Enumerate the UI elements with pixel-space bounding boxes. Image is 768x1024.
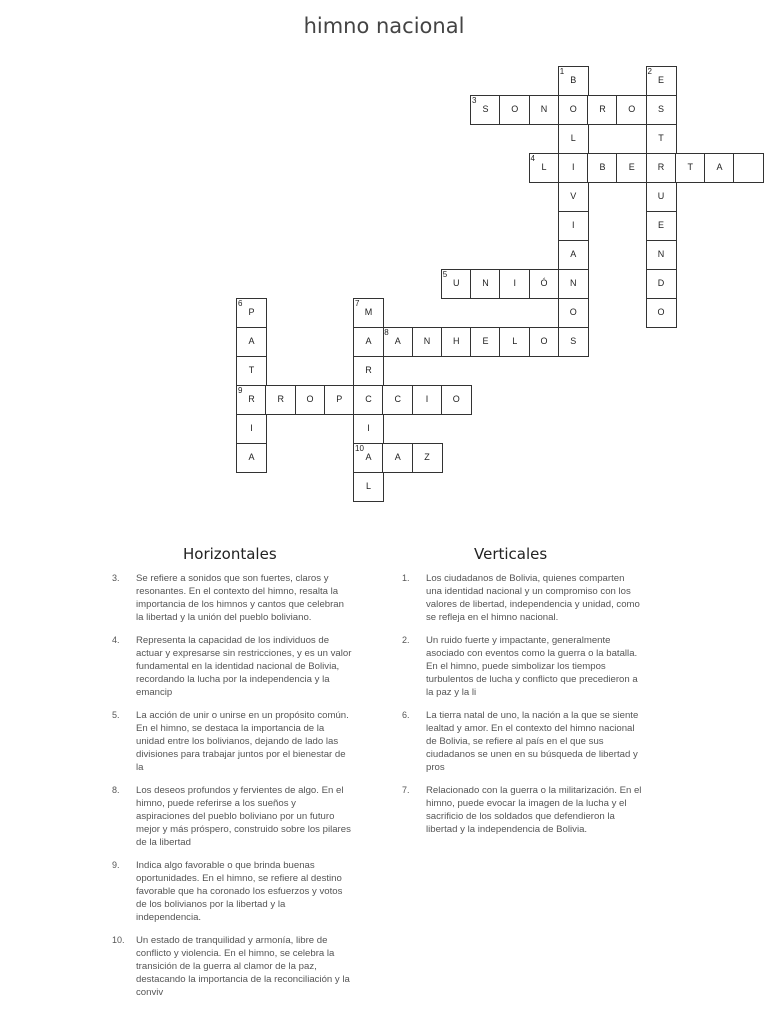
cell-letter: P <box>336 394 343 404</box>
crossword-cell[interactable] <box>441 327 472 357</box>
cell-letter: U <box>453 278 460 288</box>
cell-letter: M <box>364 307 373 317</box>
crossword-cell[interactable] <box>382 443 413 473</box>
clue-text: Un ruido fuerte y impactante, generalmente asociado con eventos como la guerra o la batalla. En el himno, puede simbolizar los tiempos turbulentos de lucha y conflicto que precedieron a la paz y la li <box>426 635 638 698</box>
cell-letter: R <box>277 394 284 404</box>
crossword-cell[interactable] <box>236 385 267 415</box>
crossword-cell[interactable] <box>558 66 589 96</box>
crossword-cell[interactable] <box>353 385 384 415</box>
cell-letter: E <box>482 336 489 346</box>
clue-number: 5 <box>442 270 448 279</box>
cell-letter: A <box>394 452 401 462</box>
crossword-cell[interactable] <box>499 327 530 357</box>
crossword-cell[interactable] <box>558 95 589 125</box>
clue-number: 9 <box>238 386 243 395</box>
crossword-cell[interactable] <box>412 385 443 415</box>
cell-letter: L <box>365 481 371 491</box>
crossword-cell[interactable] <box>441 269 472 299</box>
clue-item <box>112 709 352 774</box>
clue-item <box>112 859 352 924</box>
crossword-cell[interactable] <box>353 327 384 357</box>
crossword-cell[interactable] <box>558 182 589 212</box>
crossword-cell[interactable] <box>382 327 413 357</box>
crossword-cell[interactable] <box>646 95 677 125</box>
clue-number: 6 <box>238 299 243 308</box>
cell-letter: T <box>658 133 664 143</box>
cell-letter: V <box>570 191 577 201</box>
clue-number: 9. <box>112 860 120 870</box>
crossword-cell[interactable] <box>265 385 296 415</box>
clue-item <box>402 784 642 836</box>
crossword-cell[interactable] <box>558 124 589 154</box>
crossword-cell[interactable] <box>558 153 589 183</box>
cell-letter: N <box>657 249 665 259</box>
crossword-cell[interactable] <box>529 327 560 357</box>
page-title: himno nacional <box>303 14 465 38</box>
cell-letter: E <box>628 162 635 172</box>
crossword-cell[interactable] <box>382 385 413 415</box>
crossword-cell[interactable] <box>236 298 267 328</box>
crossword-cell[interactable] <box>324 385 355 415</box>
clue-item <box>112 784 352 849</box>
clue-item <box>402 572 642 624</box>
cell-letter: O <box>569 307 577 317</box>
crossword-cell[interactable] <box>646 124 677 154</box>
clue-number: 6. <box>402 710 410 720</box>
cell-letter: A <box>365 336 372 346</box>
clue-item <box>112 634 352 699</box>
cell-letter: L <box>512 336 518 346</box>
cell-letter: H <box>453 336 460 346</box>
cell-letter: N <box>482 278 489 288</box>
crossword-cell[interactable] <box>441 385 472 415</box>
cell-letter: O <box>452 394 460 404</box>
cell-letter: I <box>571 220 575 230</box>
cell-letter: C <box>394 394 401 404</box>
crossword-cell[interactable] <box>616 95 647 125</box>
crossword-cell[interactable] <box>558 211 589 241</box>
cell-letter: A <box>716 162 723 172</box>
crossword-cell[interactable] <box>646 298 677 328</box>
crossword-cell[interactable] <box>412 327 443 357</box>
cell-letter: E <box>657 220 664 230</box>
clue-text: La tierra natal de uno, la nación a la que se siente lealtad y amor. En el contexto del himno nacional de Bolivia, se refiere al país en el que sus ciudadanos se unen en su búsqueda de libertad y pros <box>426 710 639 773</box>
cell-letter: I <box>571 162 575 172</box>
cell-letter: P <box>248 307 255 317</box>
clue-number: 5. <box>112 710 120 720</box>
cell-letter: A <box>365 452 372 462</box>
crossword-cell[interactable] <box>646 269 677 299</box>
clue-text: Indica algo favorable o que brinda buenas oportunidades. En el himno, se refiere al destino favorable que ha coronado los esfuerzos y votos de los bolivianos por la libertad y la independencia. <box>136 860 343 923</box>
cell-letter: R <box>657 162 665 172</box>
crossword-cell[interactable] <box>236 327 267 357</box>
clue-number: 2 <box>647 67 652 76</box>
down-clue-list <box>402 572 642 846</box>
clue-text: Relacionado con la guerra o la militarización. En el himno, puede evocar la imagen de la lucha y el sacrificio de los soldados que defendieron la libertad y la independencia de Bolivia. <box>426 785 642 835</box>
cell-letter: S <box>482 104 489 114</box>
crossword-cell[interactable] <box>295 385 326 415</box>
cell-letter: O <box>540 336 548 346</box>
crossword-cell[interactable] <box>646 182 677 212</box>
cell-letter: A <box>394 336 401 346</box>
clue-number: 7 <box>355 299 360 308</box>
clue-number: 10 <box>355 444 364 453</box>
clue-item <box>402 634 642 699</box>
crossword-cell[interactable] <box>353 298 384 328</box>
crossword-cell[interactable] <box>529 95 560 125</box>
cell-letter: I <box>367 423 370 433</box>
crossword-cell[interactable] <box>646 66 677 96</box>
crossword-cell[interactable] <box>236 356 267 386</box>
clue-number: 8. <box>112 785 120 795</box>
across-clue-list <box>112 572 352 1009</box>
crossword-cell[interactable] <box>412 443 443 473</box>
cell-letter: T <box>687 162 693 172</box>
cell-letter: R <box>365 365 372 375</box>
crossword-cell[interactable] <box>499 95 530 125</box>
cell-letter: S <box>570 336 577 346</box>
clue-number: 2. <box>402 635 410 645</box>
cell-letter: D <box>657 278 665 288</box>
crossword-cell[interactable] <box>499 269 530 299</box>
crossword-cell[interactable] <box>558 269 589 299</box>
cell-letter: Z <box>424 452 430 462</box>
crossword-cell[interactable] <box>353 443 384 473</box>
clue-number: 4. <box>112 635 120 645</box>
clue-text: Un estado de tranquilidad y armonía, libre de conflicto y violencia. En el himno, se celebra la transición de la guerra al clamor de la paz, destacando la importancia de la reconciliación y la conviv <box>136 935 350 998</box>
cell-letter: A <box>248 452 255 462</box>
clue-number: 3. <box>112 573 120 583</box>
crossword-cell[interactable] <box>558 298 589 328</box>
cell-letter: A <box>248 336 255 346</box>
clue-text: Representa la capacidad de los individuos de actuar y expresarse sin restricciones, y es un valor fundamental en la identidad nacional de Bolivia, recordando la lucha por la independencia y la emancip <box>136 635 352 698</box>
crossword-cell[interactable] <box>646 153 677 183</box>
cell-letter: N <box>423 336 431 346</box>
down-heading: Verticales <box>474 545 548 563</box>
across-heading: Horizontales <box>183 545 277 563</box>
clue-number: 4 <box>530 154 535 163</box>
clue-text: La acción de unir o unirse en un propósito común. En el himno, se destaca la importancia de la unidad entre los bolivianos, dejando de lado las divisiones para trabajar juntos por el bienestar de la <box>136 710 349 773</box>
cell-letter: O <box>306 394 314 404</box>
crossword-cell[interactable] <box>587 153 618 183</box>
crossword-cell[interactable] <box>558 240 589 270</box>
cell-letter: B <box>599 162 606 172</box>
cell-letter: C <box>365 394 372 404</box>
crossword-cell[interactable] <box>470 269 501 299</box>
cell-letter: N <box>570 278 577 288</box>
cell-letter: R <box>599 104 606 114</box>
clue-item <box>402 709 642 774</box>
crossword-cell[interactable] <box>646 240 677 270</box>
crossword-cell[interactable] <box>529 269 560 299</box>
clue-text: Los ciudadanos de Bolivia, quienes comparten una identidad nacional y un compromiso con los valores de libertad, independencia y unidad, como se refleja en el himno nacional. <box>426 573 640 623</box>
cell-letter: I <box>250 423 253 433</box>
clue-item <box>112 934 352 999</box>
crossword-cell[interactable] <box>558 327 589 357</box>
cell-letter: O <box>569 104 577 114</box>
clue-item <box>112 572 352 624</box>
cell-letter: S <box>657 104 664 114</box>
cell-letter: I <box>425 394 429 404</box>
clue-number: 8 <box>384 328 389 337</box>
cell-letter: O <box>511 104 519 114</box>
cell-letter: T <box>248 365 255 375</box>
crossword-cell[interactable] <box>470 95 501 125</box>
clue-text: Se refiere a sonidos que son fuertes, claros y resonantes. En el contexto del himno, resalta la importancia de los himnos y cantos que celebran la libertad y la unión del pueblo boliviano. <box>136 573 344 623</box>
cell-letter: Ó <box>540 278 548 288</box>
crossword-cell[interactable] <box>470 327 501 357</box>
cell-letter: L <box>570 133 576 143</box>
clue-number: 1 <box>559 67 565 76</box>
cell-letter: B <box>570 75 577 85</box>
cell-letter: L <box>541 162 547 172</box>
crossword-cell[interactable] <box>733 153 764 183</box>
crossword-cell[interactable] <box>353 472 384 502</box>
crossword-cell[interactable] <box>529 153 560 183</box>
clue-text: Los deseos profundos y fervientes de algo. En el himno, puede referirse a los sueños y aspiraciones del pueblo boliviano por un futuro mejor y más próspero, construido sobre los pilares de la libertad <box>136 785 351 848</box>
crossword-cell[interactable] <box>704 153 735 183</box>
cell-letter: R <box>248 394 255 404</box>
cell-letter: I <box>513 278 516 288</box>
cell-letter: E <box>657 75 664 85</box>
crossword-cell[interactable] <box>353 356 384 386</box>
crossword-cell[interactable] <box>236 443 267 473</box>
cell-letter: A <box>570 249 577 259</box>
cell-letter: U <box>657 191 665 201</box>
crossword-cell[interactable] <box>616 153 647 183</box>
crossword-cell[interactable] <box>675 153 706 183</box>
crossword-cell[interactable] <box>646 211 677 241</box>
cell-letter: O <box>628 104 636 114</box>
crossword-cell[interactable] <box>353 414 384 444</box>
clue-number: 10. <box>112 935 125 945</box>
cell-letter: O <box>657 307 665 317</box>
crossword-cell[interactable] <box>236 414 267 444</box>
clue-number: 7. <box>402 785 410 795</box>
clue-number: 1. <box>402 573 410 583</box>
cell-letter: N <box>540 104 548 114</box>
crossword-cell[interactable] <box>587 95 618 125</box>
clue-number: 3 <box>472 96 477 105</box>
